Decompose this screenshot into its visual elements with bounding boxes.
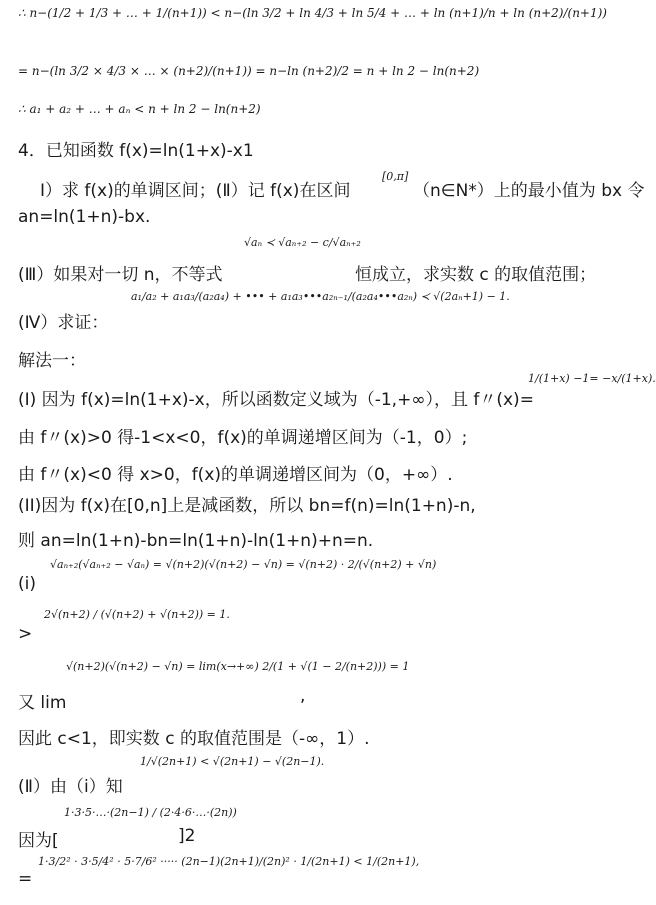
solution-heading: 解法一： [18,351,86,371]
sol-ii-inequality: 1/√(2n+1) < √(2n+1) − √(2n−1). [140,755,325,768]
an-definition: an=ln(1+n)-bx. [18,207,151,227]
part-3-text-continued: 恒成立，求实数 c 的取值范围； [355,265,597,285]
because-bracket-close-power: ]2 [178,826,196,846]
sol-i-fraction: 2√(n+2) / (√(n+2) + √(n+2)) = 1. [44,608,230,621]
sol-i-greater-than: > [18,624,33,644]
sol-i-label: (i) [18,574,36,594]
sol-1-text: (Ⅰ) 因为 f(x)=ln(1+x)-x，所以函数定义域为（-1,+∞），且 f〃(x)= [18,390,534,410]
sol-1-increasing: 由 f〃(x)>0 得-1<x<0，f(x)的单调递增区间为（-1，0）; [18,428,468,448]
sol-1-decreasing: 由 f〃(x)<0 得 x>0，f(x)的单调递增区间为（0，+∞）. [18,465,453,485]
sol-2-an: 则 an=ln(1+n)-bn=ln(1+n)-ln(1+n)+n=n. [18,531,374,551]
sol-2-bn: (II)因为 f(x)在[0,n]上是减函数，所以 bn=f(n)=ln(1+n)-n, [18,496,476,516]
part-1-2-text-continued: （n∈N*）上的最小值为 bx 令 [413,181,645,201]
sol-i-equation: √aₙ₊₂(√aₙ₊₂ − √aₙ) = √(n+2)(√(n+2) − √n) = √(n+2) · 2/(√(n+2) + √n) [50,558,437,571]
because-bracket-open: 因为[ [18,831,59,851]
sol-i-lim-label: 又 lim [18,693,67,713]
sol-ii-label: (Ⅱ）由（i）知 [18,777,123,797]
equals-sign: = [18,869,33,889]
part-3-text: (Ⅲ）如果对一切 n，不等式 [18,265,223,285]
sol-1-derivative: 1/(1+x) −1= −x/(1+x). [528,372,656,385]
part-1-2-text: Ⅰ）求 f(x)的单调区间；(Ⅱ）记 f(x)在区间 [40,181,351,201]
line-0: ∴ n−(1/2 + 1/3 + … + 1/(n+1)) < n−(ln 3/2 + ln 4/3 + ln 5/4 + … + ln (n+1)/n + ln (n+2)/(n+1)) [18,6,607,20]
because-product-fraction: 1·3·5·…·(2n−1) / (2·4·6·…·(2n)) [64,806,237,819]
interval-label: [0,π] [382,170,409,183]
line-2: ∴ a₁ + a₂ + … + aₙ < n + ln 2 − ln(n+2) [18,102,261,116]
sol-i-limit: √(n+2)(√(n+2) − √n) = lim(x→+∞) 2/(1 + √(1 − 2/(n+2))) = 1 [66,660,410,673]
final-product-inequality: 1·3/2² · 3·5/4² · 5·7/6² ····· (2n−1)(2n+1)/(2n)² · 1/(2n+1) < 1/(2n+1), [38,855,420,868]
part-3-inequality: √aₙ ≺ √aₙ₊₂ − c/√aₙ₊₂ [244,236,361,249]
line-1: = n−(ln 3/2 × 4/3 × … × (n+2)/(n+1)) = n−ln (n+2)/2 = n + ln 2 − ln(n+2) [18,64,480,78]
part-4-expression: a₁/a₂ + a₁a₃/(a₂a₄) + ••• + a₁a₃•••a₂ₙ₋₁/(a₂a₄•••a₂ₙ) ≺ √(2aₙ+1) − 1. [131,290,510,303]
part-4-label: (Ⅳ）求证： [18,313,109,333]
sol-i-comma: , [300,686,306,706]
c-range-conclusion: 因此 c<1，即实数 c 的取值范围是（-∞，1）. [18,729,370,749]
problem-4-heading: 4．已知函数 f(x)=ln(1+x)-x1 [18,141,254,161]
